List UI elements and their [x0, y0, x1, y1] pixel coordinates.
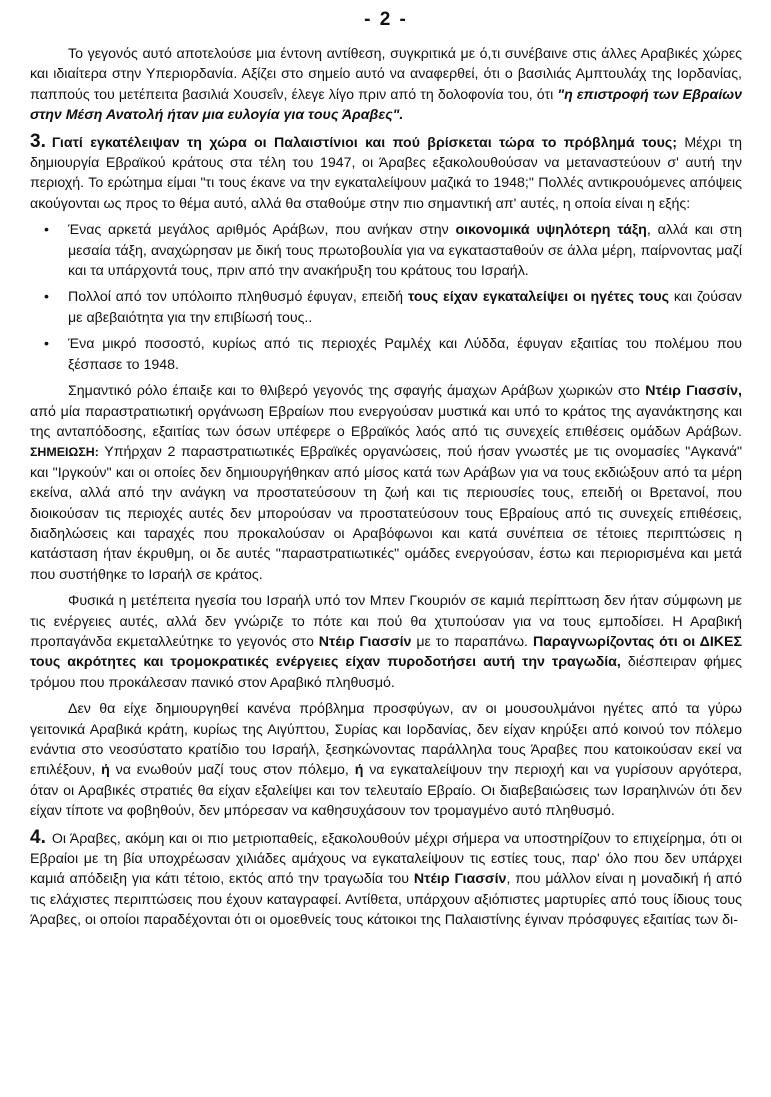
list-item-bold: οικονομικά υψηλότερη τάξη — [455, 222, 647, 239]
bullet-icon: • — [44, 289, 49, 306]
list-item — [30, 334, 742, 375]
paragraph-text: , που μάλλον είναι η μοναδική ή από τις ελάχιστες περιπτώσεις που έχουν καταγραφεί. Αντίθετα, υπάρχουν αξιόπιστες μαρτυρίες από τους ίδιους τους Άραβες, οι οποίοι παραδέχονται ότι οι ομοεθνείς τους κάτοικοι της Παλαιστίνης έγιναν πρόσφυγες εξαιτίας των δι- — [30, 871, 742, 929]
paragraph-text: Οι Άραβες, ακόμη και οι πιο μετριοπαθείς, εξακολουθούν μέχρι σήμερα να υποστηρίζουν το επιχείρημα, ότι οι Εβραίοι με τη βία υποχρέωσαν χιλιάδες αμάχους να εγκαταλείψουν τις εστίες τους, παρ' όλο που δεν υπάρχει καμιά απόδειξη για κάτι τέτοιο, εκτός από την τραγωδία του — [30, 830, 742, 888]
place-name: Ντέιρ Γιασσίν — [318, 633, 412, 650]
paragraph-text: να εγκαταλείψουν την περιοχή και να γυρίσουν αργότερα, όταν οι Αραβικές στρατιές θα είχαν εξαλείψει και τον τελευταίο Εβραίο. Οι διαβεβαιώσεις των Ισραηλινών ότι δεν είχαν τίποτε να φοβηθούν, δεν μπόρεσαν να καθησυχάσουν τον τρομαγμένο αυτό πληθυσμό. — [30, 762, 742, 820]
paragraph-text: από μία παραστρατιωτική οργάνωση Εβραίων που ενεργούσαν μυστικά και υπό το κράτος της αγανάκτησης και της ανταπόδοσης, εξαιτίας των όσων υπέφερε ο Εβραϊκός λαός από τις συνεχείς επιθέσεις ομάδων Αράβων. — [30, 403, 742, 440]
paragraph-text: Υπήρχαν 2 παραστρατιωτικές Εβραϊκές οργανώσεις, πού ήσαν γνωστές με τις ονομασίες "Αγκανά" και "Ιργκούν" και οι οποίες δεν δημιουργήθηκαν από μίσος κατά των Αράβων για να τους εκδιώξουν από τα μέρη εκείνα, αλλά από την ανάγκη να προστατεύσουν τη ζωή και τις περιουσίες τους, επειδή οι Βρετανοί, που διοικούσαν τις περιοχές αυτές δεν μπορούσαν να προστατεύσουν τους Εβραίους από τις συνεχείς επιθέσεις, διαδηλώσεις και ταραχές που προκαλούσαν οι Αραβόφωνοι και κατά συνέπεια σε τέτοιες περιπτώσεις η κατάσταση ήταν έκρυθμη, οι δε αυτές "παραστρατιωτικές" ομάδες ενεργούσαν, έστω και περιορισμένα και μετά που συστήθηκε το Ισραήλ σε κράτος. — [30, 444, 742, 583]
section-4-number: 4. — [30, 826, 46, 848]
place-name: Ντέιρ Γιασσίν — [413, 871, 507, 888]
list-item — [30, 220, 742, 281]
reasons-list — [30, 220, 742, 375]
emphasis-text: Παραγνωρίζοντας ότι οι ΔΙΚΕΣ τους ακρότητες και τρομοκρατικές ενέργειες είχαν πυροδοτήσει αυτή την τραγωδία, — [30, 633, 743, 671]
paragraph-propaganda — [30, 591, 742, 693]
page-number: - 2 - — [364, 9, 408, 30]
list-item-text: Ένας αρκετά μεγάλος αριθμός Αράβων, που ανήκαν στην — [68, 222, 456, 239]
place-name: Ντέιρ Γιασσίν, — [645, 383, 742, 400]
paragraph-deir-yassin — [30, 381, 742, 585]
list-item-text: , αλλά και στη μεσαία τάξη, αναχώρησαν με δική τους πρωτοβουλία για να εγκατασταθούν σε άλλα μέρη, παίρνοντας μαζί και τα υπάρχοντά τους, πριν από την ανακήρυξη του κράτους του Ισραήλ. — [68, 222, 742, 280]
section-4 — [30, 828, 742, 931]
list-item-text: και ζούσαν με αβεβαιότητα για την επιβίωσή τους.. — [68, 289, 743, 326]
emphasis-text: ή — [101, 762, 110, 779]
paragraph-text: διέσπειραν φήμες τρόμου που προκάλεσαν πανικό στον Αραβικό πληθυσμό. — [30, 654, 743, 691]
bullet-icon: • — [44, 336, 49, 353]
paragraph-text: Φυσικά η μετέπειτα ηγεσία του Ισραήλ υπό τον Μπεν Γκουριόν σε καμιά περίπτωση δεν ήταν σύμφωνη με τις ενέργειες αυτές, αλλά δεν γνώριζε το πότε και πού θα χτυπούσαν για να τους εμποδίσει. Η Αραβική προπαγάνδα εκμεταλλεύτηκε το γεγονός στο — [30, 593, 742, 650]
section-3-number: 3. — [30, 130, 46, 152]
paragraph-text: Δεν θα είχε δημιουργηθεί κανένα πρόβλημα προσφύγων, αν οι μουσουλμάνοι ηγέτες από τα γύρω γειτονικά Αραβικά κράτη, κυρίως της Αιγύπτου, Συρίας και Ιορδανίας, δεν είχαν κηρύξει από κοινού τον πόλεμο ενάντια στο νεοσύστατο κρατίδιο του Ισραήλ, ξεσηκώνοντας παράλληλα τους Άραβες που κατοικούσαν εκεί να επιλέξουν, — [30, 701, 742, 779]
paragraph-1 — [30, 44, 742, 126]
section-3-heading: Γιατί εγκατέλειψαν τη χώρα οι Παλαιστίνιοι και πού βρίσκεται τώρα το πρόβλημά τους; — [51, 134, 677, 151]
note-label: ΣΗΜΕΙΩΣΗ: — [30, 445, 99, 460]
bullet-icon: • — [44, 222, 49, 239]
section-3 — [30, 132, 742, 215]
document-page — [30, 8, 742, 937]
list-item-text: Πολλοί από τον υπόλοιπο πληθυσμό έφυγαν, επειδή — [68, 289, 408, 306]
paragraph-text: Σημαντικό ρόλο έπαιξε και το θλιβερό γεγονός της σφαγής άμαχων Αράβων χωρικών στο — [68, 383, 646, 400]
list-item-text: Ένα μικρό ποσοστό, κυρίως από τις περιοχές Ραμλέχ και Λύδδα, έφυγαν εξαιτίας του πολέμου που ξέσπασε το 1948. — [68, 336, 742, 373]
paragraph-text: με το παραπάνω. — [411, 633, 533, 650]
section-3-text: Μέχρι τη δημιουργία Εβραϊκού κράτους στα τέλη του 1947, οι Άραβες εξακολουθούσαν να μεταναστεύουν σ' αυτή την περιοχή. Το ερώτημα είμαι "τι τους έκανε να την εγκαταλείψουν μαζικά το 1948;" Πολλές αντικρουόμενες απόψεις ακούγονται ως προς το θέμα αυτό, αλλά θα σταθούμε στην πιο σημαντική απ' αυτές, η οποία είναι η εξής: — [30, 134, 742, 212]
abdullah-quote: "η επιστροφή των Εβραίων στην Μέση Ανατολή ήταν μια ευλογία για τους Άραβες". — [30, 86, 742, 124]
list-item — [30, 287, 742, 328]
paragraph-text: να ενωθούν μαζί τους στον πόλεμο, — [109, 762, 355, 779]
list-item-bold: τους είχαν εγκαταλείψει οι ηγέτες τους — [407, 289, 670, 306]
paragraph-refugees — [30, 699, 742, 821]
paragraph-1-text: Το γεγονός αυτό αποτελούσε μια έντονη αντίθεση, συγκριτικά με ό,τι συνέβαινε στις άλλες Αραβικές χώρες και ιδιαίτερα στην Υπεριορδανία. Αξίζει στο σημείο αυτό να αναφερθεί, ότι ο βασιλιάς Αμπτουλάχ της Ιορδανίας, παππούς του μετέπειτα βασιλιά Χουσεΐν, έλεγε λίγο πριν από τη δολοφονία του, ότι — [30, 46, 742, 103]
emphasis-text: ή — [354, 762, 364, 779]
